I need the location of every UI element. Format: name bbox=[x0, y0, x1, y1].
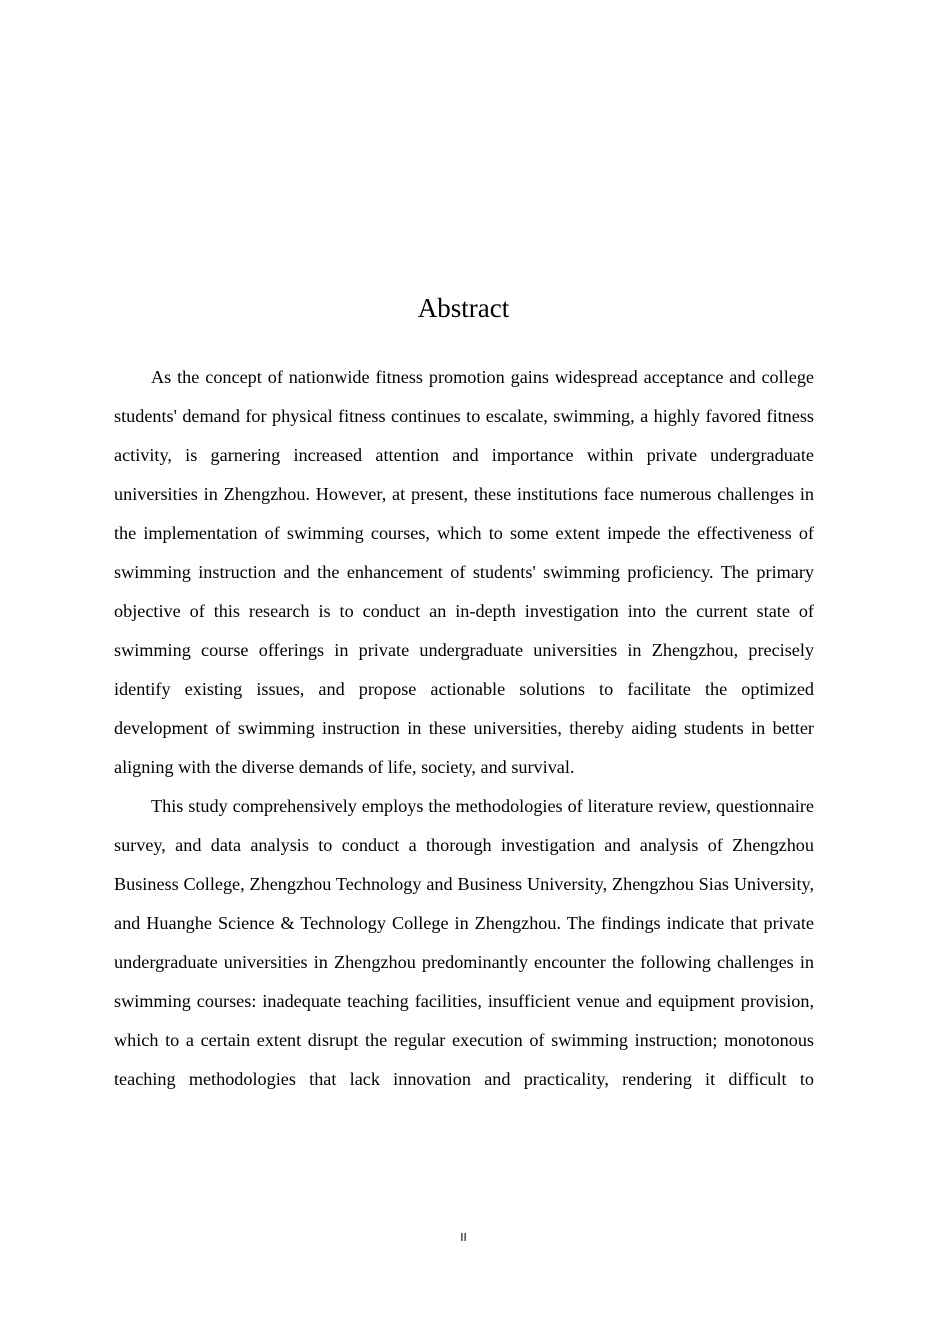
abstract-body bbox=[114, 358, 814, 1099]
abstract-paragraph-1: As the concept of nationwide fitness promotion gains widespread acceptance and college students' demand for physical fitness continues to escalate, swimming, a highly favored fitness activity, is garnering increased attention and importance within private undergraduate universities in Zhengzhou. However, at present, these institutions face numerous challenges in the implementation of swimming courses, which to some extent impede the effectiveness of swimming instruction and the enhancement of students' swimming proficiency. The primary objective of this research is to conduct an in-depth investigation into the current state of swimming course offerings in private undergraduate universities in Zhengzhou, precisely identify existing issues, and propose actionable solutions to facilitate the optimized development of swimming instruction in these universities, thereby aiding students in better aligning with the diverse demands of life, society, and survival. bbox=[114, 367, 814, 777]
abstract-title: Abstract bbox=[417, 293, 510, 323]
page-number: II bbox=[460, 1231, 467, 1244]
abstract-paragraph-2: This study comprehensively employs the methodologies of literature review, questionnaire survey, and data analysis to conduct a thorough investigation and analysis of Zhengzhou Business College, Zhengzhou Technology and Business University, Zhengzhou Sias University, and Huanghe Science & Technology College in Zhengzhou. The findings indicate that private undergraduate universities in Zhengzhou predominantly encounter the following challenges in swimming courses: inadequate teaching facilities, insufficient venue and equipment provision, which to a certain extent disrupt the regular execution of swimming instruction; monotonous teaching methodologies that lack innovation and practicality, rendering it difficult to bbox=[114, 796, 814, 1089]
